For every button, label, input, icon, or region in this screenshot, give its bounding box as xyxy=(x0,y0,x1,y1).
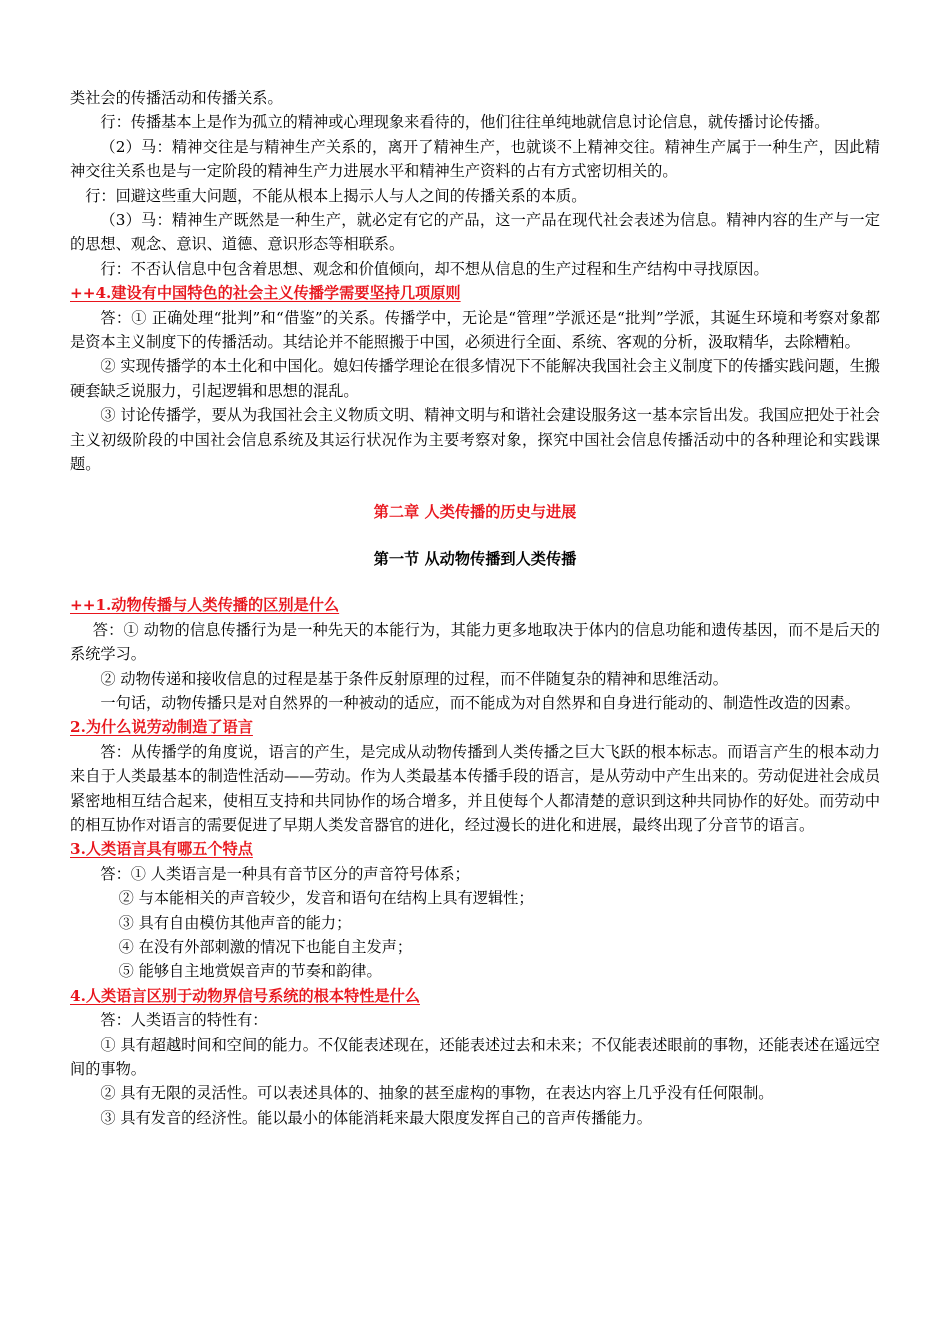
answer-paragraph: ② 动物传递和接收信息的过程是基于条件反射原理的过程，而不伴随复杂的精神和思维活动。 xyxy=(100,669,728,688)
question-heading: ++1.动物传播与人类传播的区别是什么 xyxy=(70,596,340,615)
paragraph: （3）马：精神生产既然是一种生产，就必定有它的产品，这一产品在现代社会表述为信息。精神内容的生产与一定的思想、观念、意识、道德、意识形态等相联系。 xyxy=(70,211,880,254)
list-item: ⑤ 能够自主地赏娱音声的节奏和韵律。 xyxy=(118,962,382,981)
question-heading: ++4.建设有中国特色的社会主义传播学需要坚持几项原则 xyxy=(70,284,461,303)
list-item: ② 与本能相关的声音较少，发音和语句在结构上具有逻辑性； xyxy=(118,889,534,908)
answer-paragraph: ③ 讨论传播学，要从为我国社会主义物质文明、精神文明与和谐社会建设服务这一基本宗旨出发。我国应把处于社会主义初级阶段的中国社会信息系统及其运行状况作为主要考察对象，探究中国社会信息传播活动中的各种理论和实践课题。 xyxy=(70,406,880,474)
answer-paragraph: ② 具有无限的灵活性。可以表述具体的、抽象的甚至虚构的事物，在表达内容上几乎没有任何限制。 xyxy=(100,1084,774,1103)
answer-paragraph: 答：① 正确处理“批判”和“借鉴”的关系。传播学中，无论是“管理”学派还是“批判”学派，其诞生环境和考察对象都是资本主义制度下的传播活动。其结论并不能照搬于中国，必须进行全面、系统、客观的分析，汲取精华，去除糟粕。 xyxy=(70,308,880,352)
question-heading: 4.人类语言区别于动物界信号系统的根本特性是什么 xyxy=(70,986,420,1005)
section-title: 第一节 从动物传播到人类传播 xyxy=(373,549,577,568)
question-heading: 2.为什么说劳动制造了语言 xyxy=(70,718,253,737)
answer-paragraph: ① 具有超越时间和空间的能力。不仅能表述现在，还能表述过去和未来；不仅能表述眼前的事物，还能表述在遥远空间的事物。 xyxy=(70,1035,880,1079)
paragraph: （2）马：精神交往是与精神生产关系的，离开了精神生产，也就谈不上精神交往。精神生产属于一种生产，因此精神交往关系也是与一定阶段的精神生产力进展水平和精神生产资料的占有方式密切相关的。 xyxy=(70,137,880,181)
chapter-title: 第二章 人类传播的历史与进展 xyxy=(373,502,577,521)
paragraph: 行：回避这些重大问题，不能从根本上揭示人与人之间的传播关系的本质。 xyxy=(85,186,587,205)
question-heading: 3.人类语言具有哪五个特点 xyxy=(70,840,253,859)
answer-paragraph: 答：从传播学的角度说，语言的产生，是完成从动物传播到人类传播之巨大飞跃的根本标志。而语言产生的根本动力来自于人类最基本的制造性活动——劳动。作为人类最基本传播手段的语言，是从劳动中产生出来的。劳动促进社会成员紧密地相互结合起来，使相互支持和共同协作的场合增多，并且使每个人都清楚的意识到这种共同协作的好处。而劳动中的相互协作对语言的需要促进了早期人类发音器官的进化，经过漫长的进化和进展，最终出现了分音节的语言。 xyxy=(70,742,880,834)
answer-paragraph: 答：① 人类语言是一种具有音节区分的声音符号体系； xyxy=(100,864,470,883)
paragraph: 行：传播基本上是作为孤立的精神或心理现象来看待的，他们往往单纯地就信息讨论信息，就传播讨论传播。 xyxy=(100,113,830,132)
answer-paragraph: ② 实现传播学的本土化和中国化。媳妇传播学理论在很多情况下不能解决我国社会主义制度下的传播实践问题，生搬硬套缺乏说服力，引起逻辑和思想的混乱。 xyxy=(70,357,880,400)
paragraph: 类社会的传播活动和传播关系。 xyxy=(70,89,283,107)
paragraph: 行：不否认信息中包含着思想、观念和价值倾向，却不想从信息的生产过程和生产结构中寻找原因。 xyxy=(100,259,769,278)
answer-paragraph: 答：① 动物的信息传播行为是一种先天的本能行为，其能力更多地取决于体内的信息功能和遗传基因，而不是后天的系统学习。 xyxy=(70,620,880,664)
list-item: ④ 在没有外部刺激的情况下也能自主发声； xyxy=(118,938,413,956)
answer-paragraph: 一句话，动物传播只是对自然界的一种被动的适应，而不能成为对自然界和自身进行能动的、制造性改造的因素。 xyxy=(100,693,860,712)
answer-paragraph: ③ 具有发音的经济性。能以最小的体能消耗来最大限度发挥自己的音声传播能力。 xyxy=(100,1108,652,1127)
answer-paragraph: 答：人类语言的特性有： xyxy=(100,1011,268,1030)
list-item: ③ 具有自由模仿其他声音的能力； xyxy=(118,913,352,932)
